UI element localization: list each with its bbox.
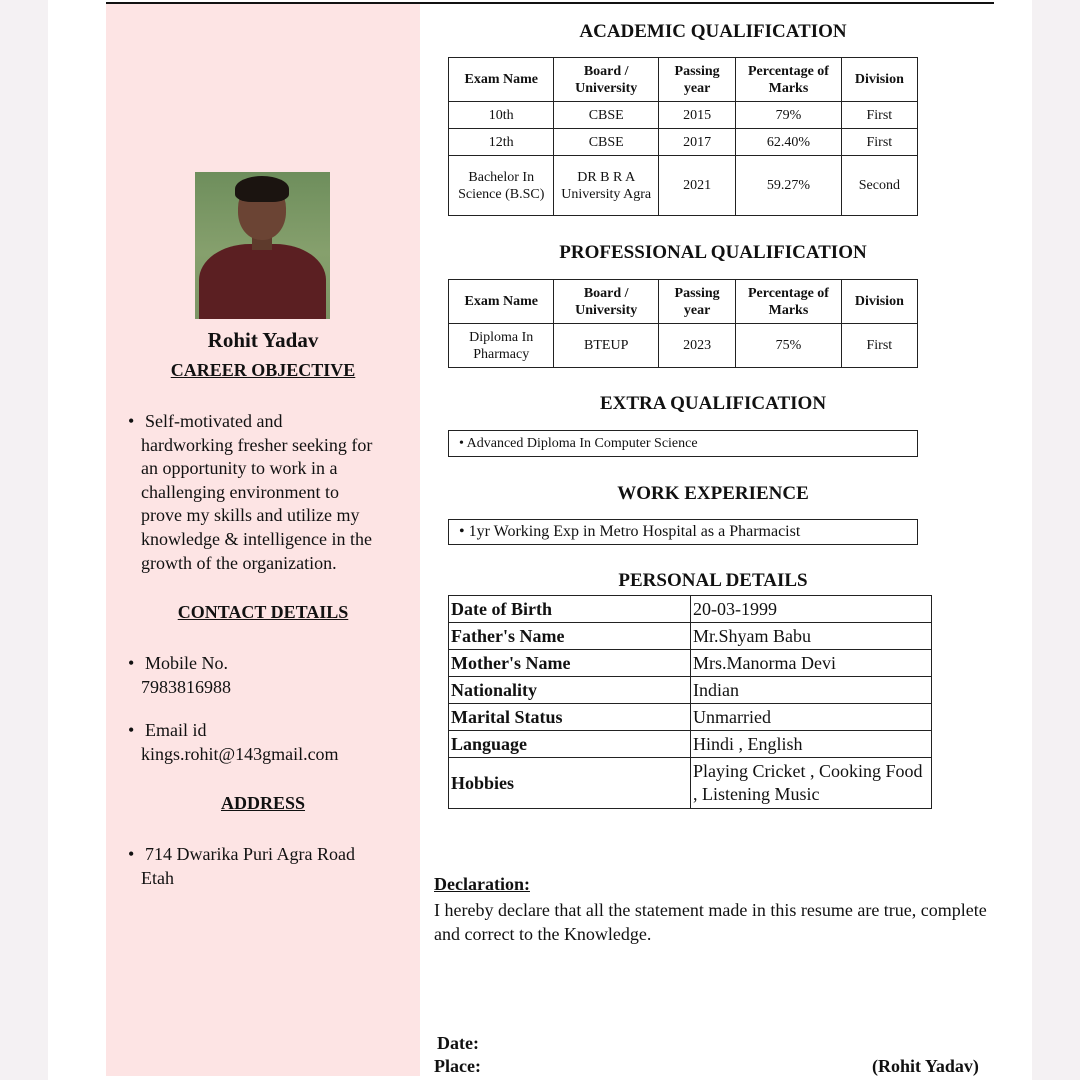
table-row: Bachelor In Science (B.SC) DR B R A University Agra 2021 59.27% Second xyxy=(449,156,918,216)
career-objective-text: • Self-motivated and hardworking fresher seeking for an opportunity to work in a challenging environment to prove my skills and utilize my knowledge & intelligence in the growth of the organization. xyxy=(128,411,373,573)
extra-item: • Advanced Diploma In Computer Science xyxy=(448,430,918,457)
bullet-icon: • xyxy=(128,720,135,740)
email-block xyxy=(128,719,408,766)
table-row: 12th CBSE 2017 62.40% First xyxy=(449,129,918,156)
academic-table xyxy=(448,57,918,216)
profile-photo xyxy=(195,172,330,319)
address-heading: ADDRESS xyxy=(220,793,306,813)
declaration-text: I hereby declare that all the statement made in this resume are true, complete and correct to the Knowledge. xyxy=(434,900,987,944)
table-header-row: Exam Name Board / University Passing year Percentage of Marks Division xyxy=(449,58,918,102)
candidate-name: Rohit Yadav xyxy=(207,328,319,352)
table-row: Date of Birth 20-03-1999 xyxy=(449,596,932,623)
personal-table xyxy=(448,595,932,809)
date-label: Date: xyxy=(437,1033,479,1053)
table-row: Nationality Indian xyxy=(449,677,932,704)
email-label: Email id xyxy=(145,720,207,740)
professional-title: PROFESSIONAL QUALIFICATION xyxy=(559,242,867,263)
signature: (Rohit Yadav) xyxy=(872,1056,979,1076)
table-row: Hobbies Playing Cricket , Cooking Food , Listening Music xyxy=(449,758,932,809)
bullet-icon: • xyxy=(128,411,135,431)
email-address: kings.rohit@143gmail.com xyxy=(141,743,339,764)
table-row: Marital Status Unmarried xyxy=(449,704,932,731)
place-label: Place: xyxy=(434,1056,481,1076)
work-item: • 1yr Working Exp in Metro Hospital as a Pharmacist xyxy=(448,519,918,545)
bullet-icon: • xyxy=(128,653,135,673)
extra-title: EXTRA QUALIFICATION xyxy=(599,393,827,414)
bullet-icon: • xyxy=(128,844,135,864)
table-row: Diploma In Pharmacy BTEUP 2023 75% First xyxy=(449,324,918,368)
work-title: WORK EXPERIENCE xyxy=(617,483,809,504)
career-objective-heading: CAREER OBJECTIVE xyxy=(170,360,356,380)
contact-details-heading: CONTACT DETAILS xyxy=(177,602,349,622)
mobile-block xyxy=(128,652,408,699)
table-row: Language Hindi , English xyxy=(449,731,932,758)
declaration-title: Declaration: xyxy=(434,874,530,894)
table-row: 10th CBSE 2015 79% First xyxy=(449,102,918,129)
mobile-label: Mobile No. xyxy=(145,653,228,673)
mobile-number: 7983816988 xyxy=(141,676,231,697)
academic-title: ACADEMIC QUALIFICATION xyxy=(579,21,847,42)
table-row: Father's Name Mr.Shyam Babu xyxy=(449,623,932,650)
professional-table xyxy=(448,279,918,368)
table-row: Mother's Name Mrs.Manorma Devi xyxy=(449,650,932,677)
table-header-row: Exam Name Board / University Passing year Percentage of Marks Division xyxy=(449,280,918,324)
address-block: • 714 Dwarika Puri Agra Road Etah xyxy=(128,844,355,888)
personal-title: PERSONAL DETAILS xyxy=(618,570,808,591)
